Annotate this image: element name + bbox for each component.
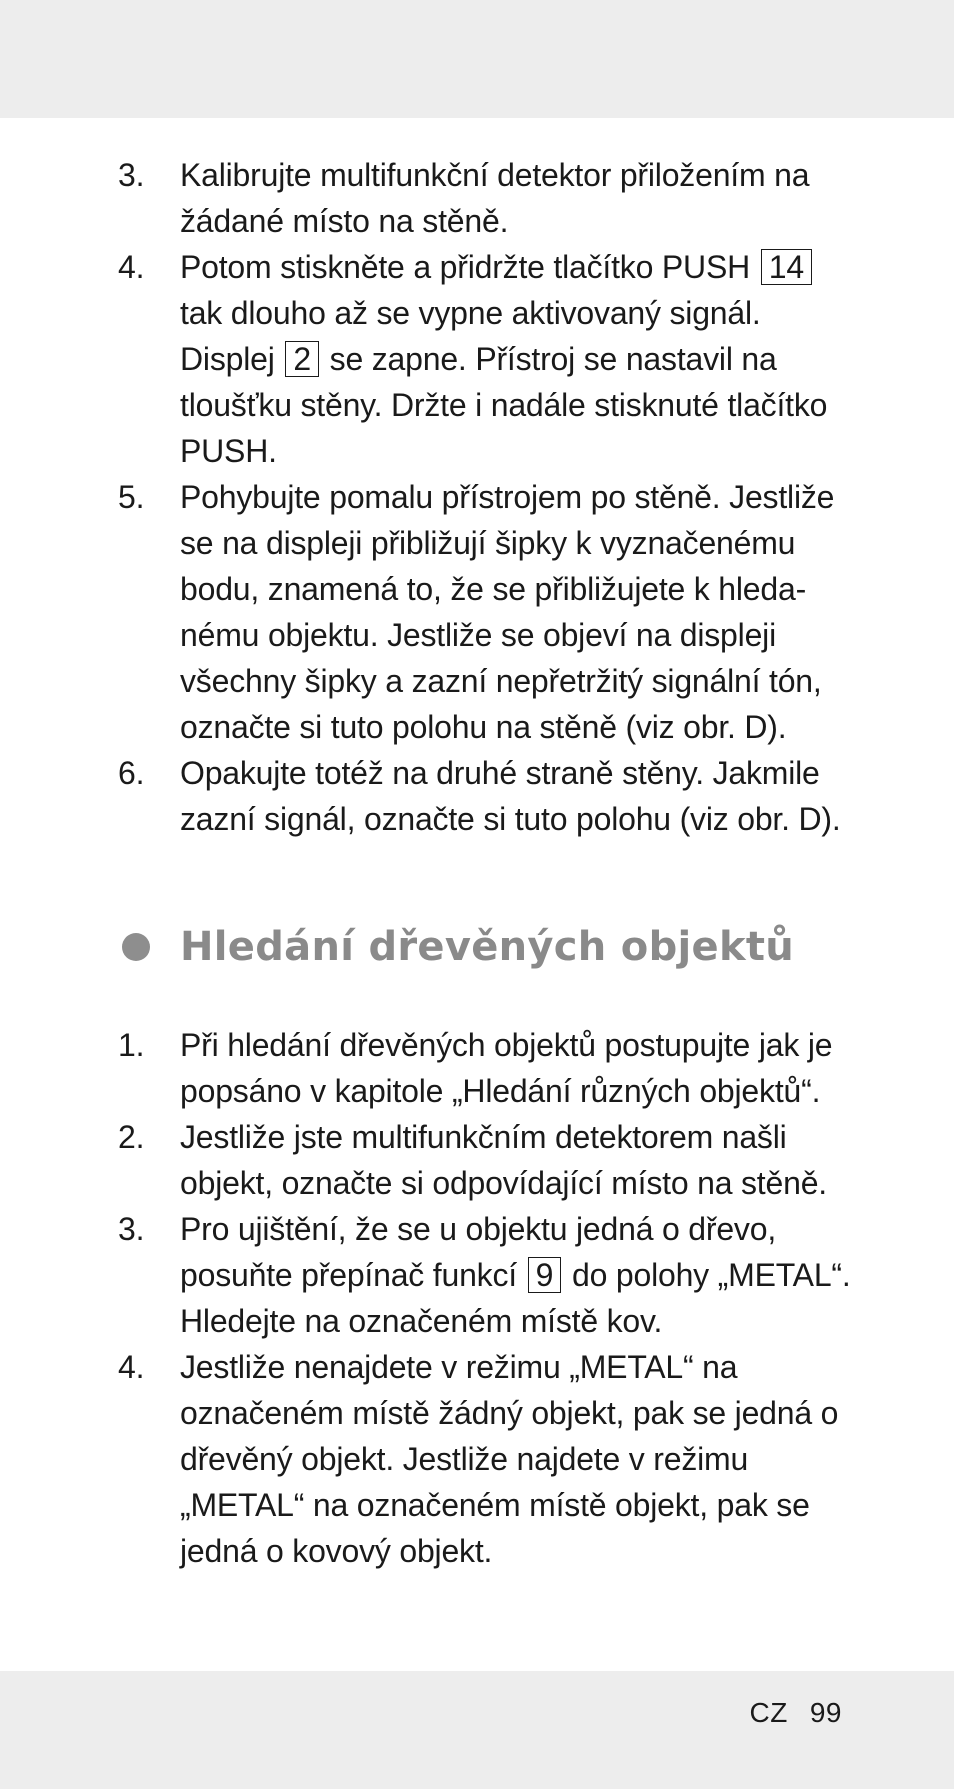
item-number: 3. (118, 157, 145, 193)
reference-box: 9 (528, 1257, 562, 1293)
list-item (118, 244, 854, 474)
reference-box: 14 (761, 249, 812, 285)
item-text: Při hledání dřevěných objektů postupujte jak je popsáno v kapitole „Hledání různých objektů“. (180, 1027, 833, 1109)
item-text (180, 244, 854, 474)
item-number: 5. (118, 479, 145, 515)
item-text-part: Pro ujištění, že se u objektu jedná o dřevo, posuňte přepínač funkcí (180, 1211, 777, 1293)
footer-language: CZ (749, 1697, 788, 1728)
bottom-band (0, 1671, 954, 1789)
page-content (118, 152, 854, 1574)
reference-box: 2 (285, 341, 319, 377)
item-text: Opakujte totéž na druhé straně stěny. Jakmile zazní signál, označte si tuto polohu (viz obr. D). (180, 755, 841, 837)
item-text-part: se zapne. Přístroj se nastavil na tloušťku stěny. Držte i nadále stisknuté tlačítko PUSH. (180, 341, 828, 469)
steps-list-2 (118, 1022, 854, 1574)
item-number: 4. (118, 249, 145, 285)
item-number: 3. (118, 1211, 145, 1247)
item-text: Jestliže nenajdete v režimu „METAL“ na označeném místě žádný objekt, pak se jedná o dřevěný objekt. Jestliže najdete v režimu „METAL“ na označeném místě objekt, pak se jedná o kovový objekt. (180, 1349, 839, 1569)
item-text: Pohybujte pomalu přístrojem po stěně. Jestliže se na displeji přibližují šipky k vyznačenému bodu, znamená to, že se přibližujete k hledanému objektu. Jestliže se objeví na displeji všechny šipky a zazní nepřetržitý signální tón, označte si tuto polohu na stěně (viz obr. D). (180, 479, 835, 745)
item-text (180, 1206, 854, 1344)
top-band (0, 0, 954, 118)
item-text-part: tak dlouho až se vypne aktivovaný signál. Displej (180, 295, 761, 377)
list-item (118, 1114, 854, 1206)
page-footer (750, 1697, 842, 1729)
list-item (118, 750, 854, 842)
steps-list-1 (118, 152, 854, 842)
filled-circle-icon (122, 933, 150, 961)
item-text-part: Potom stiskněte a přidržte tlačítko PUSH (180, 249, 751, 285)
item-text: Kalibrujte multifunkční detektor přiložením na žádané místo na stěně. (180, 157, 810, 239)
item-text-part: do polohy „METAL“. Hledejte na označeném místě kov. (180, 1257, 851, 1339)
section-heading-text: Hledání dřevěných objektů (180, 924, 795, 970)
item-number: 4. (118, 1349, 145, 1385)
item-number: 1. (118, 1027, 145, 1063)
page-number: 99 (809, 1697, 842, 1728)
list-item (118, 474, 854, 750)
item-text: Jestliže jste multifunkčním detektorem našli objekt, označte si odpovídající místo na stěně. (180, 1119, 827, 1201)
section-heading (118, 924, 854, 970)
list-item (118, 152, 854, 244)
list-item (118, 1206, 854, 1344)
item-number: 6. (118, 755, 145, 791)
list-item (118, 1344, 854, 1574)
item-number: 2. (118, 1119, 145, 1155)
list-item (118, 1022, 854, 1114)
